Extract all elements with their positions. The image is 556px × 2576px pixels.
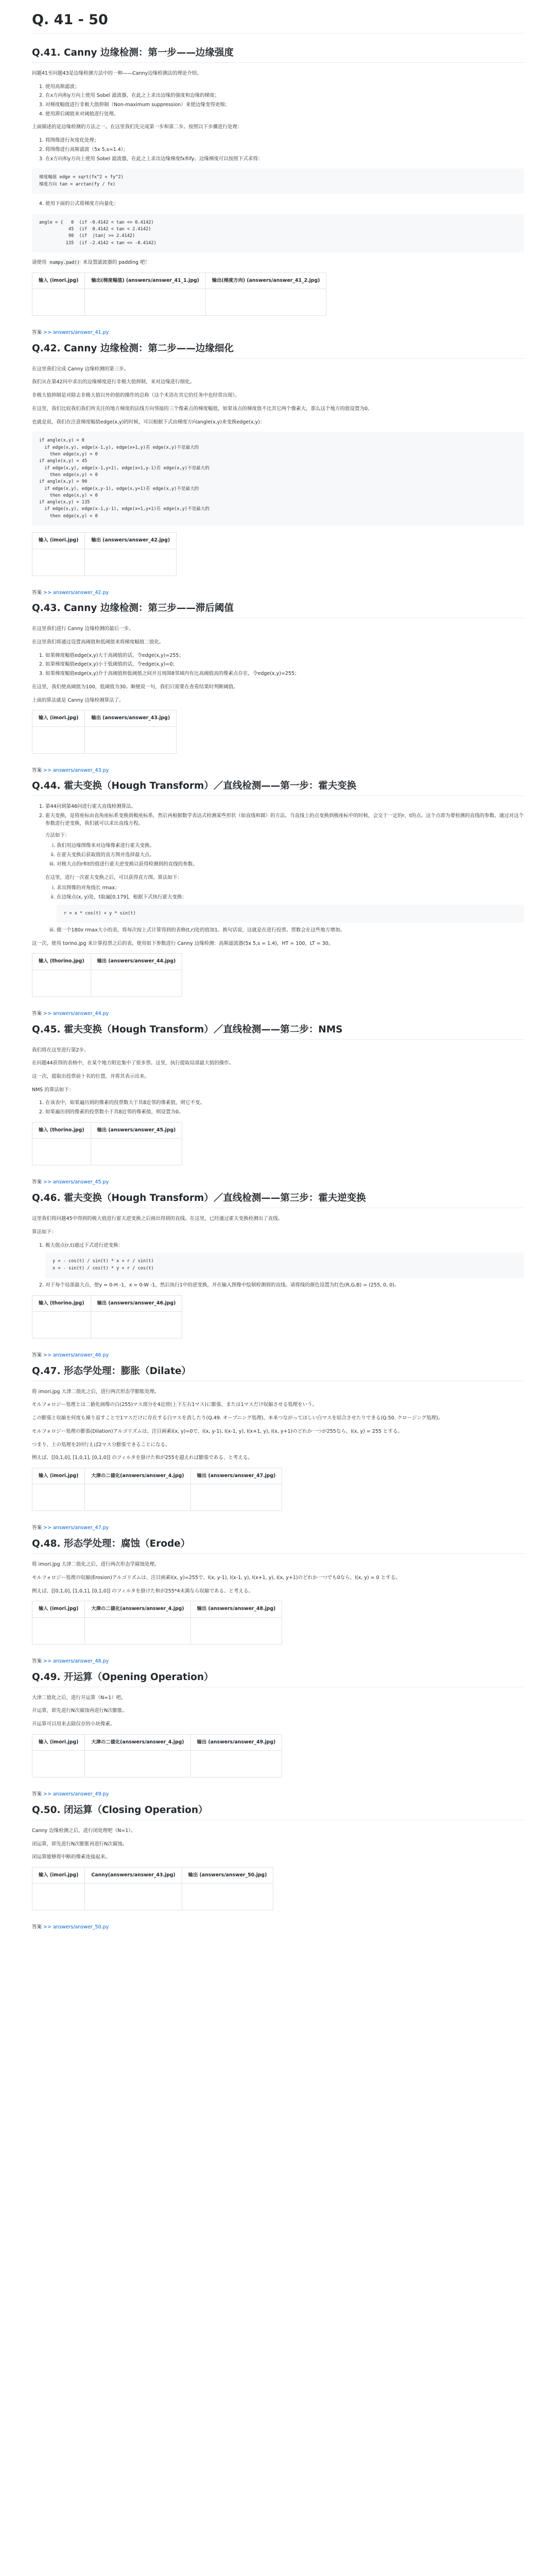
table-cell (85, 1751, 190, 1777)
table-cell (91, 970, 182, 996)
list-item-text: 极大值点(r,t)通过下式进行逆变换： (45, 1242, 124, 1248)
list-item: 2. 如果遍历到的像素的投票数小于其8近邻的像素值，则设置为0。 (45, 1109, 524, 1116)
table-cell (91, 1311, 182, 1338)
paragraph: 我们将在这里进行第2步。 (32, 1047, 89, 1053)
section-q50 (32, 1804, 524, 1931)
list-item: 2. 在x方向和y方向上使用 Sobel 滤波器，在此之上求出边缘的强度和边缘的梯度； (45, 92, 524, 100)
answer-link[interactable]: >> answers/answer_41.py (43, 329, 109, 335)
answer-line (32, 1924, 524, 1931)
paragraph: モルフォロジー処理の膨張(Dilation)アルゴリズムは、注目画素I(x, y)=0で、I(x, y-1), I(x-1, y), I(x+1, y), I(x, y+1)のどれか一つが255なら、I(x, y) = 255 とする。 (32, 1428, 403, 1434)
paragraph: 上面描述的是边缘检测的方法之一。在这里我们先完成第一步和第二步。按照以下步骤进行处理： (32, 124, 242, 130)
paragraph: つまり、上の処理を2回行えば2マス分膨張できることになる。 (32, 1442, 170, 1448)
table-header: 大津の二値化(answers/answer_4.jpg) (85, 1601, 190, 1617)
table-header: 输出 (answers/answer_45.jpg) (91, 1122, 182, 1138)
table-cell (190, 1617, 282, 1644)
list-item (57, 894, 524, 923)
paragraph: 非极大值抑制是对除去非极大值以外的值的操作的总称（这个术语在其它的任务中也经常出现）。 (32, 393, 240, 399)
table-header: 输出(梯度幅值) (answers/answer_41_1.jpg) (85, 273, 205, 289)
table-cell (32, 1617, 85, 1644)
answer-label: 答案 (32, 1924, 42, 1930)
answer-line (32, 1179, 524, 1187)
table-header: 输出 (answers/answer_48.jpg) (190, 1601, 282, 1617)
note-prefix: 请使用 (32, 259, 47, 265)
table-header: 输入 (imori.jpg) (32, 273, 85, 289)
answer-line (32, 589, 524, 597)
paragraph: 在问题44获得的表格中，在某个地方附近集中了很多票。这里，执行提取局部最大值的操作。 (32, 1060, 234, 1066)
table-header: 输出 (answers/answer_50.jpg) (182, 1868, 273, 1884)
paragraph: 闭运算，即先进行N次膨胀再进行N次腐蚀。 (32, 1841, 128, 1847)
answer-label: 答案 (32, 1010, 42, 1016)
table-header: 输出 (answers/answer_47.jpg) (190, 1468, 282, 1484)
table-cell (190, 1484, 282, 1511)
steps-list (32, 1242, 524, 1290)
table-cell (32, 289, 85, 315)
table-header: 输入 (thorino.jpg) (32, 1295, 91, 1311)
section-q47 (32, 1365, 524, 1532)
table-header: 输出 (answers/answer_43.jpg) (85, 710, 177, 726)
answer-link[interactable]: >> answers/answer_47.py (43, 1525, 109, 1531)
list-item-text: 霍夫变换，是将座标由直角座标系变换到极座标系，然后再根据数学表达式检测某些形状（如直线和圆）的方法。当直线上的点变换到极座标中的时候，会交于一定的r、t的点。这个点即为要检测的直线的参数。通过对这个参数进行逆变换，我们就可以求出直线方程。 (45, 813, 524, 826)
answer-link[interactable]: >> answers/answer_42.py (43, 589, 109, 596)
markdown-body (32, 11, 524, 2576)
section-title: Q.50. 闭运算（Closing Operation） (32, 1804, 524, 1820)
list-item: 3. 如果梯度幅值edge(x,y)介于高阈值和低阈值之间并且周围8邻域内有比高阈值高的像素点存在，令edge(x,y)=255； (45, 670, 524, 678)
io-table (32, 710, 177, 753)
table-header: 输入 (imori.jpg) (32, 710, 85, 726)
paragraph: 这一次，提取出投票前十名的位置，并将其表示出来。 (32, 1074, 150, 1080)
answer-link[interactable]: >> answers/answer_50.py (43, 1924, 109, 1930)
paragraph: 这一次，使用 torino.jpg 来计算投票之后的表。使用如下参数进行 Canny 边缘检测：高斯滤波器(5x 5,s = 1.4)，HT = 100，LT = 30。 (32, 940, 334, 946)
table-header: 输入 (thorino.jpg) (32, 954, 91, 970)
answer-link[interactable]: >> answers/answer_44.py (43, 1010, 109, 1016)
code-block: r = x * cos(t) + y * sin(t) (57, 905, 524, 923)
page-title: Q. 41 - 50 (32, 11, 524, 33)
list-item: i. 我们用边缘图像来对边缘像素进行霍夫变换。 (57, 842, 524, 850)
paragraph: 这里我们将问题45中得到的极大值进行霍夫逆变换之后画出得到的直线。在这里，已经通过霍夫变换检测出了直线。 (32, 1216, 283, 1222)
list-item-text: 在边缘点(x, y)处，t取遍[0,179]，根据下式执行霍夫变换： (57, 894, 187, 900)
paragraph: この膨張と収縮を何度も繰り返すことで1マスだけに存在する白マスを消したり(Q.49. オープニング処理)、本来つながってほしい白マスを結合させたりできる(Q.50. クロージング処理)。 (32, 1415, 443, 1421)
section-q48 (32, 1538, 524, 1665)
paragraph: 开运算，即先进行N次腐蚀再进行N次膨胀。 (32, 1708, 128, 1714)
paragraph: 开运算可以用来去除仅存的小块像素。 (32, 1721, 115, 1727)
paragraph: 将 imori.jpg 大津二值化之后，进行两次形态学腐蚀处理。 (32, 1562, 160, 1568)
paragraph: 闭运算能够将中断的像素连接起来。 (32, 1854, 111, 1860)
list-item: 1. 在该表中，如果遍历到的像素的投票数大于其8近邻的像素值，则它不变。 (45, 1099, 524, 1107)
code-block: y = - cos(t) / sin(t) * x + r / sin(t) x = - sin(t) / cos(t) * y + r / cos(t) (45, 1252, 524, 1278)
table-cell (85, 1884, 182, 1910)
io-table (32, 953, 182, 996)
table-cell (32, 549, 85, 575)
list-item: 1. 如果梯度幅值edge(x,y)大于高阈值的话，令edge(x,y)=255； (45, 652, 524, 660)
table-header: 输出 (answers/answer_42.jpg) (85, 533, 177, 549)
paragraph: 在这里我们进行 Canny 边缘检测的最后一步。 (32, 626, 134, 632)
table-header: 输入 (imori.jpg) (32, 1468, 85, 1484)
table-cell (32, 1311, 91, 1338)
table-cell (85, 289, 205, 315)
list-item (45, 1242, 524, 1278)
paragraph: 在这里，我们使高阈值为100，低阈值为30。顺便说一句，我们只需要在查看结果时判断阈值。 (32, 684, 238, 690)
table-cell (32, 1139, 91, 1165)
list-item: ii. 在霍夫变换后获取值的直方图并选择最大点。 (57, 852, 524, 859)
paragraph: 方法如下： (45, 832, 70, 838)
list-item: 1. 将图像进行灰度化处理； (45, 137, 524, 145)
paragraph: モルフォロジー処理の収縮(Erosion)アルゴリズムは、注目画素I(x, y)=255で、I(x, y-1), I(x-1, y), I(x+1, y), I(x, y+1)のどれか一つでも0なら、I(x, y) = 0 とする。 (32, 1574, 401, 1581)
table-cell (182, 1884, 273, 1910)
steps-list (32, 652, 524, 678)
list-item (45, 812, 524, 935)
code-block: 梯度幅值 edge = sqrt(fx^2 + fy^2) 梯度方向 tan = arctan(fy / fx) (32, 168, 524, 194)
steps-list (32, 83, 524, 118)
list-item: 4. 使用滞后阈值来对阈值进行处理。 (45, 111, 524, 118)
list-item: iii. 对极大点的r和t的值进行霍夫逆变换以获得检测到的直线的参数。 (57, 861, 524, 869)
table-header: 输出 (answers/answer_49.jpg) (190, 1734, 282, 1750)
note-paragraph (32, 259, 524, 267)
paragraph: NMS 的算法如下： (32, 1087, 74, 1093)
answer-link[interactable]: >> answers/answer_45.py (43, 1179, 109, 1185)
sub-list (45, 885, 524, 934)
table-cell (85, 549, 177, 575)
list-item: 1. 使用高斯滤波； (45, 83, 524, 91)
answer-line (32, 329, 524, 337)
paragraph: 例えば、[[0,1,0], [1,0,1], [0,1,0]] のフィルタを掛けた和が255*4未満なら収縮である、と考える。 (32, 1588, 254, 1594)
steps-list (32, 803, 524, 934)
answer-link[interactable]: >> answers/answer_43.py (43, 767, 109, 773)
io-table (32, 1468, 282, 1511)
list-item: 4. 使用下面的公式将梯度方向量化： (45, 200, 524, 208)
section-title: Q.44. 霍夫变换（Hough Transform）／直线检测——第一步：霍夫变换 (32, 780, 524, 796)
io-table (32, 1601, 282, 1644)
section-q42 (32, 343, 524, 597)
table-header: 大津の二値化(answers/answer_4.jpg) (85, 1468, 190, 1484)
table-cell (85, 726, 177, 753)
section-title: Q.46. 霍夫变换（Hough Transform）／直线检测——第三步：霍夫逆变换 (32, 1192, 524, 1208)
answer-link[interactable]: >> answers/answer_46.py (43, 1352, 109, 1358)
paragraph: 例えば、[[0,1,0], [1,0,1], [0,1,0]] のフィルタを掛けた和が255を超えれば膨張である、と考える。 (32, 1455, 253, 1461)
io-table (32, 1734, 282, 1777)
inline-code: numpy.pad() (48, 260, 81, 266)
table-header: 输出(梯度方向) (answers/answer_41_2.jpg) (205, 273, 326, 289)
answer-line (32, 1010, 524, 1018)
section-q41 (32, 47, 524, 337)
answer-label: 答案 (32, 1352, 42, 1358)
paragraph: 在这里我们完成 Canny 边缘检测的第三步。 (32, 366, 129, 372)
table-header: 输入 (imori.jpg) (32, 533, 85, 549)
answer-line (32, 1352, 524, 1360)
section-title: Q.42. Canny 边缘检测：第二步——边缘细化 (32, 343, 524, 359)
list-item: 3. 在x方向和y方向上使用 Sobel 滤波器，在此之上求出边缘梯度fx和fy。边缘梯度可以按照下式求得： (45, 156, 524, 163)
section-title: Q.41. Canny 边缘检测：第一步——边缘强度 (32, 47, 524, 63)
answer-label: 答案 (32, 1179, 42, 1185)
code-block: if angle(x,y) = 0 if edge(x,y), edge(x-1,y), edge(x+1,y)若 edge(x,y)不是最大的 then edge(x,y) = 0 if angle(x,y) = 45 if edge(x,y), edge(x-1,y+1), edge(x+1,y-1)若 edge(x,y)不是最大的 then edge(x,y) = 0 if angle(x,y) = 90 if edge(x,y), edge(x,y-1), edge(x,y+1)若 edge(x,y)不是最大的 then edge(x,y) = 0 if angle(x,y) = 135 if edge(x,y), edge(x-1,y-1), edge(x+1,y+1)若 edge(x,y)不是最大的 then edge(x,y) = 0 (32, 432, 524, 526)
io-table (32, 1295, 182, 1338)
io-table (32, 532, 177, 575)
table-header: 输出 (answers/answer_44.jpg) (91, 954, 182, 970)
section-q46 (32, 1192, 524, 1360)
io-table (32, 1122, 182, 1165)
section-q43 (32, 602, 524, 774)
steps-list (32, 137, 524, 163)
answer-label: 答案 (32, 1525, 42, 1531)
io-table (32, 273, 326, 316)
list-item: 2. 将图像进行高斯滤波（5x 5,s=1.4）； (45, 146, 524, 154)
table-cell (205, 289, 326, 315)
answer-label: 答案 (32, 1791, 42, 1798)
table-cell (190, 1751, 282, 1777)
list-item: 1. 第44问到第46问进行霍夫直线检测算法。 (45, 803, 524, 811)
table-cell (85, 1617, 190, 1644)
table-header: 输出 (answers/answer_46.jpg) (91, 1295, 182, 1311)
table-cell (32, 1884, 85, 1910)
paragraph: 问题41至问题43是边缘检测方法中的一种——Canny边缘检测法的理论介绍。 (32, 70, 202, 76)
paragraph: 在这里，我们比较我们我们所关注的地方梯度的法线方向邻接的三个像素点的梯度幅值，如果该点的梯度值不比其它两个像素大，那么这个地方的值设置为0。 (32, 405, 373, 412)
list-item: 3. 对梯度幅值进行非极大值抑制（Non-maximum suppression）来使边缘变得更细； (45, 101, 524, 109)
answer-line (32, 1658, 524, 1666)
table-cell (32, 726, 85, 753)
answer-link[interactable]: >> answers/answer_49.py (43, 1791, 109, 1798)
paragraph: 将 imori.jpg 大津二值化之后，进行两次形态学膨胀处理。 (32, 1388, 160, 1395)
paragraph: 我们从在第42问中求出的边缘梯度进行非极大值抑制，来对边缘进行细化。 (32, 379, 195, 385)
table-cell (32, 970, 91, 996)
sub-list (45, 842, 524, 868)
table-header: 大津の二値化(answers/answer_4.jpg) (85, 1734, 190, 1750)
list-item: 2. 如果梯度幅值edge(x,y)小于低阈值的话，令edge(x,y)=0； (45, 661, 524, 669)
table-header: 输入 (imori.jpg) (32, 1868, 85, 1884)
paragraph: Canny 边缘检测之后，进行闭处理吧（N=1）。 (32, 1827, 136, 1834)
section-title: Q.47. 形态学处理：膨胀（Dilate） (32, 1365, 524, 1381)
answer-line (32, 767, 524, 775)
paragraph: 在这里我们将通过设置高阈值和低阈值来将梯度幅值二值化。 (32, 639, 164, 645)
io-table (32, 1867, 273, 1910)
table-cell (91, 1139, 182, 1165)
paragraph: 上面的算法就是 Canny 边缘检测算法了。 (32, 697, 124, 703)
section-title: Q.45. 霍夫变换（Hough Transform）／直线检测——第二步：NMS (32, 1024, 524, 1040)
paragraph: モルフォロジー処理とは二値化画像の白(255)マス部分を4近傍(上下左右1マス)に膨張、または1マスだけ収縮させる処理をいう。 (32, 1402, 318, 1408)
answer-link[interactable]: >> answers/answer_48.py (43, 1658, 109, 1664)
code-block: angle = { 0 (if -0.4142 < tan <= 0.4142) 45 (if 0.4142 < tan < 2.4142) 90 (if |tan| >= 2.4142) 135 (if -2.4142 < tan <= -0.4142) (32, 214, 524, 252)
section-title: Q.49. 开运算（Opening Operation） (32, 1671, 524, 1687)
answer-line (32, 1524, 524, 1532)
section-q45 (32, 1024, 524, 1187)
section-title: Q.43. Canny 边缘检测：第三步——滞后阈值 (32, 602, 524, 618)
steps-list (32, 1099, 524, 1116)
answer-line (32, 1791, 524, 1799)
paragraph: 大津二值化之后，进行开运算（N=1）吧。 (32, 1694, 126, 1701)
paragraph: 算法如下： (32, 1229, 57, 1235)
table-cell (85, 1484, 190, 1511)
list-item: 2. 对于每个局部最大点，使y = 0-H -1，x = 0-W -1，然后执行1中的逆变换，并在输入图像中绘制检测到的直线。请将线的颜色设置为红色(R,G,B) = (255, 0, 0)。 (45, 1282, 524, 1290)
table-header: 输入 (imori.jpg) (32, 1734, 85, 1750)
table-header: 输入 (thorino.jpg) (32, 1122, 91, 1138)
steps-list (32, 200, 524, 208)
table-cell (32, 1484, 85, 1511)
table-header: 输入 (imori.jpg) (32, 1601, 85, 1617)
paragraph: 在这里，进行一次霍夫变换之后，可以获得直方图。算法如下： (45, 874, 183, 880)
section-q44 (32, 780, 524, 1018)
table-header: Canny(answers/answer_43.jpg) (85, 1868, 182, 1884)
answer-label: 答案 (32, 329, 42, 335)
answer-label: 答案 (32, 1658, 42, 1664)
table-cell (32, 1751, 85, 1777)
note-suffix: 来设置滤波器的 padding 吧！ (82, 259, 150, 265)
section-title: Q.48. 形态学处理：腐蚀（Erode） (32, 1538, 524, 1554)
answer-label: 答案 (32, 767, 42, 773)
answer-label: 答案 (32, 589, 42, 596)
paragraph: 也就是说，我们在注意梯度幅值edge(x,y)的时候，可以根据下式由梯度方向angle(x,y)来变换edge(x,y)： (32, 419, 265, 425)
list-item: i. 求出图像的对角线长 rmax； (57, 885, 524, 892)
section-q49 (32, 1671, 524, 1799)
list-item: iii. 做一个180x rmax大小的表，将每次按上式计算得到的表格(t,r)处的值加1。换句话说，这就是在进行投票。票数会在这些地方增加。 (57, 927, 524, 935)
